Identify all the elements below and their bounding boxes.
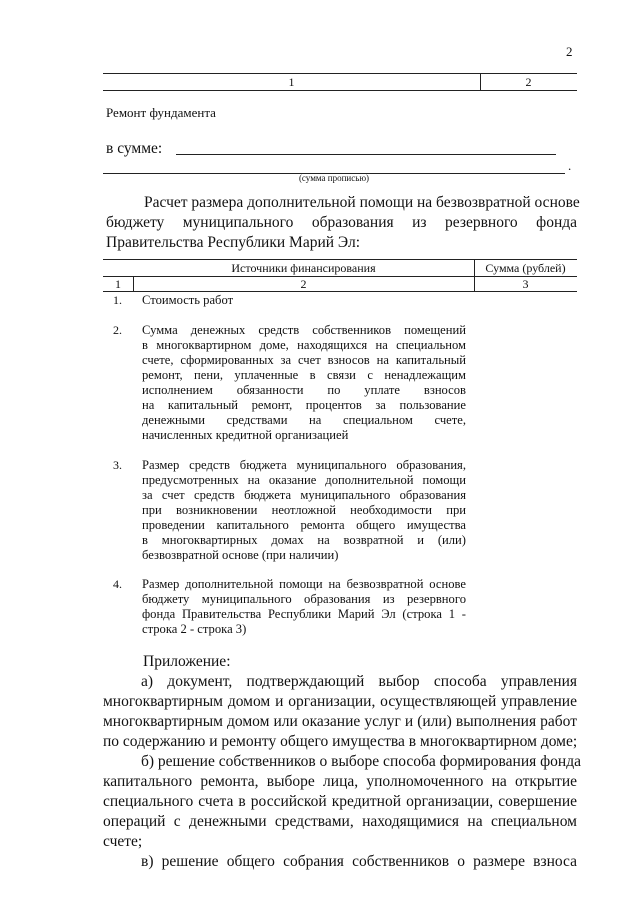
amount-caption: (сумма прописью): [298, 173, 370, 183]
row-text-line: счете, сформированных за счет взносов на капитальный: [142, 353, 466, 367]
appendix-line: счете;: [103, 833, 143, 850]
row-text-line: в многоквартирных домах на возвратной и (или): [142, 533, 466, 547]
row-text-line: исполнением обязанности по уплате взносов: [142, 383, 466, 397]
row-text-line: за счет средств бюджета муниципального образования: [142, 488, 466, 502]
row-text-line: бюджету муниципального образования из резервного: [142, 592, 466, 606]
row-text: [142, 293, 466, 308]
header-sum: Сумма (рублей): [485, 261, 566, 275]
appendix-line: специального счета в российской кредитной организации, совершение: [103, 793, 577, 810]
appendix-line: б) решение собственников о выборе способа формирования фонда: [141, 753, 581, 770]
row-text-line: фонда Правительства Республики Марий Эл (строка 1 -: [142, 607, 466, 621]
top-table-col1: 1: [288, 75, 295, 89]
row-text-line: Сумма денежных средств собственников помещений: [142, 323, 466, 337]
appendix-line: а) документ, подтверждающий выбор способа управления: [141, 673, 577, 690]
row-text-line: денежными средствами на специальном счете,: [142, 413, 466, 427]
calc-heading-line: бюджету муниципального образования из резервного фонда: [106, 214, 577, 231]
appendix-text: [103, 672, 581, 872]
page-number: 2: [566, 44, 573, 59]
row-text-line: предусмотренных на оказание дополнительной помощи: [142, 473, 466, 487]
appendix-line: капитального ремонта, выборе лица, уполномоченного на открытие: [103, 773, 577, 790]
row-number: 1.: [113, 293, 122, 307]
calc-heading-line: Расчет размера дополнительной помощи на безвозвратной основе: [144, 194, 580, 211]
row-text-line: безвозвратной основе (при наличии): [142, 548, 339, 562]
row-text-line: Стоимость работ: [142, 293, 234, 307]
row-text: [142, 323, 466, 443]
row-text-line: в многоквартирном доме, находящихся на специальном: [142, 338, 466, 352]
row-text: [142, 577, 466, 637]
appendix-line: в) решение общего собрания собственников о размере взноса: [141, 853, 577, 870]
appendix-title: Приложение:: [143, 653, 231, 670]
row-number: 4.: [113, 577, 122, 591]
row-text-line: начисленных кредитной организацией: [142, 428, 349, 442]
row-text-line: проведении капитального ремонта общего имущества: [142, 518, 466, 532]
header-source: Источники финансирования: [231, 261, 376, 275]
row-text-line: строка 2 - строка 3): [142, 622, 247, 636]
appendix-line: многоквартирным домом или оказание услуг и (или) выполнения работ: [103, 713, 577, 730]
row-text-line: ремонт, пени, уплаченные в связи с ненадлежащим: [142, 368, 466, 382]
appendix-line: операций с денежными средствами, находящимися на специальном: [103, 813, 577, 830]
amount-line-1: [176, 154, 556, 155]
appendix-line: многоквартирным домом и организации, осуществляющей управление: [103, 693, 577, 710]
foundation-label: Ремонт фундамента: [106, 105, 216, 120]
row-text-line: при возникновении неотложной необходимости при: [142, 503, 466, 517]
row-text-line: Размер средств бюджета муниципального образования,: [142, 458, 466, 472]
amount-dot: .: [568, 158, 572, 173]
row-text-line: на капитальный ремонт, процентов за пользование: [142, 398, 466, 412]
amount-label: в сумме:: [106, 140, 163, 157]
col-num-1: 1: [115, 277, 121, 291]
row-number: 3.: [113, 458, 122, 472]
calc-heading: [106, 193, 580, 253]
calc-heading-line: Правительства Республики Марий Эл:: [106, 234, 360, 251]
appendix-line: по содержанию и ремонту общего имущества в многоквартирном доме;: [103, 733, 578, 750]
row-text-line: Размер дополнительной помощи на безвозвратной основе: [142, 577, 466, 591]
row-text: [142, 458, 466, 563]
top-table-col2: 2: [525, 75, 532, 89]
col-num-2: 2: [300, 277, 307, 291]
col-num-3: 3: [522, 277, 529, 291]
row-number: 2.: [113, 323, 122, 337]
